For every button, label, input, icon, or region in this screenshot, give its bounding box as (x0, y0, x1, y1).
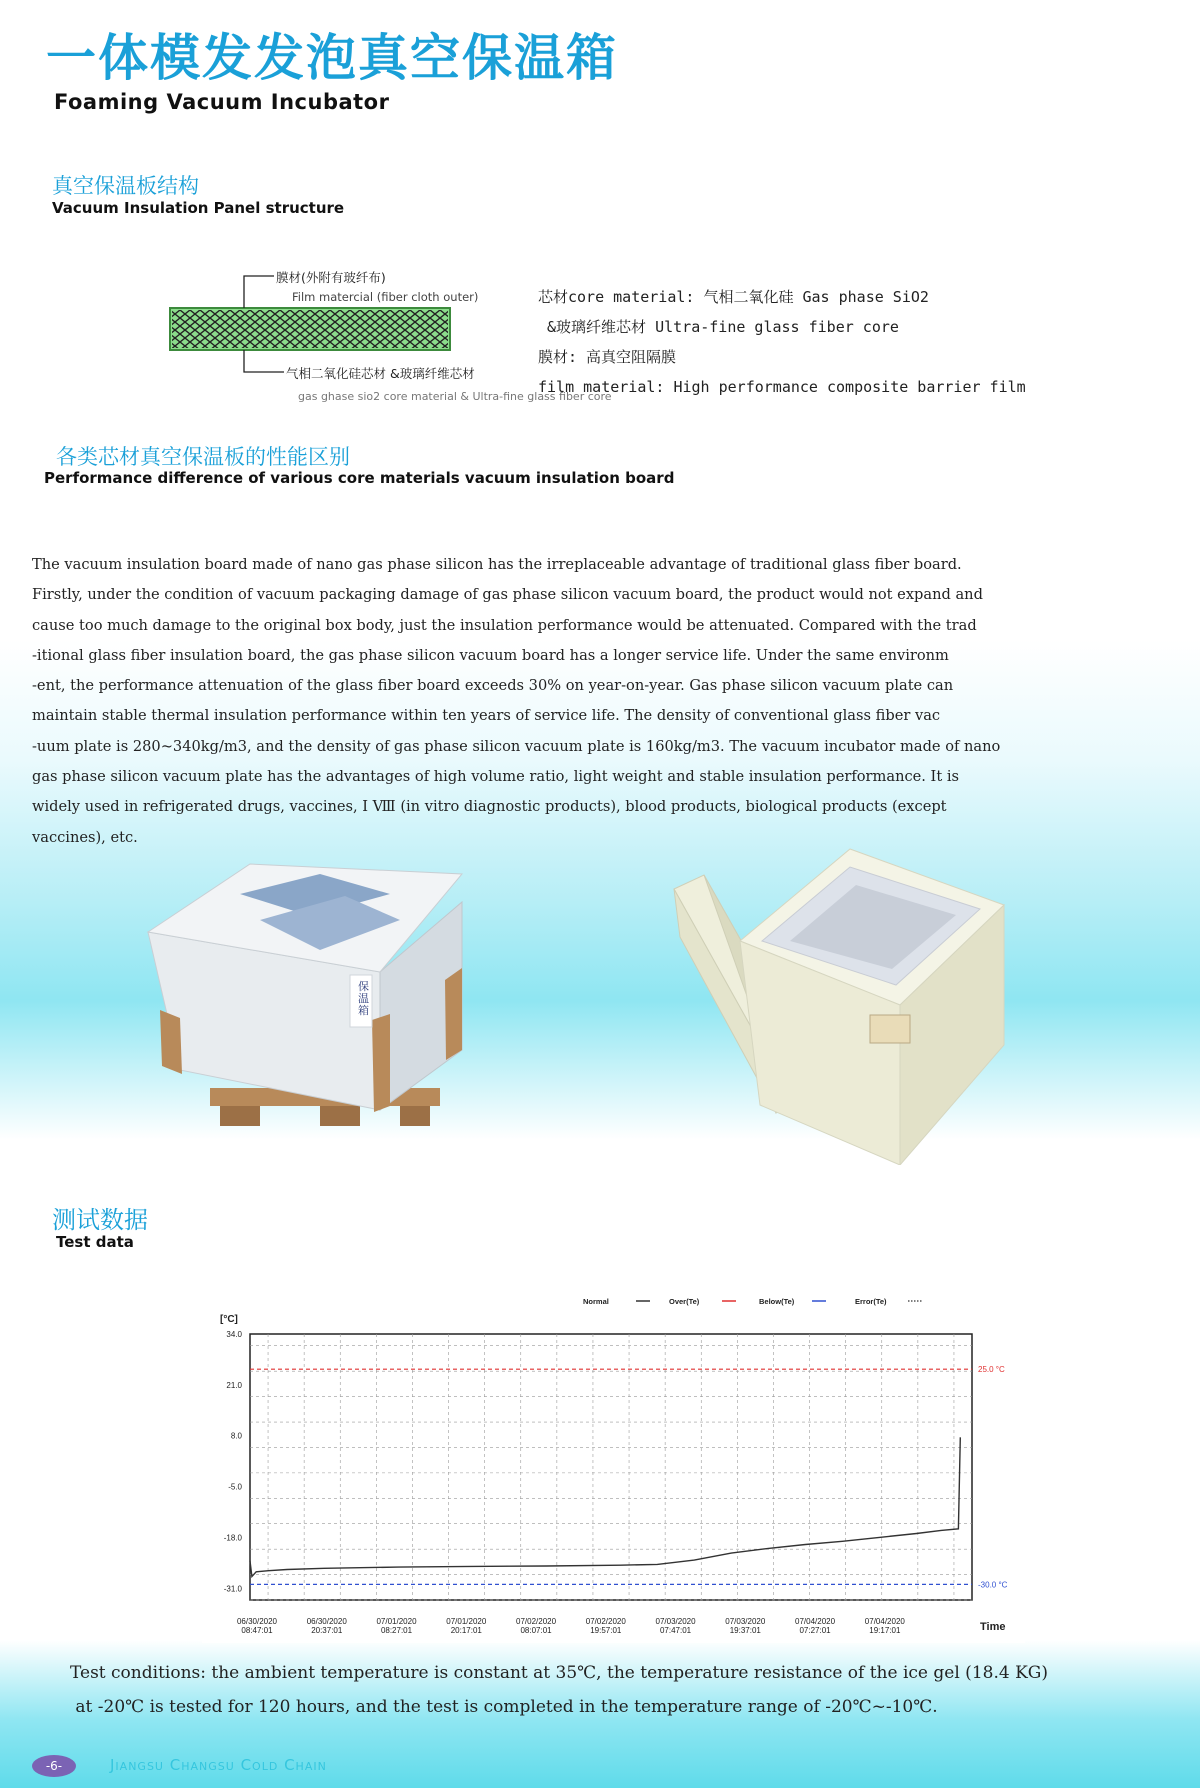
closed-box-photo (140, 860, 480, 1132)
threshold-label: -30.0 °C (978, 1580, 1008, 1590)
paragraph-line: The vacuum insulation board made of nano gas phase silicon has the irreplaceable advantage of traditional glass fiber board. (32, 556, 962, 573)
temperature-chart (202, 1200, 1025, 1643)
core-label-en: gas ghase sio2 core material & Ultra-fine glass fiber core (298, 390, 612, 403)
paragraph-line: vaccines), etc. (32, 828, 138, 846)
structure-desc-line: film material: High performance composite barrier film (538, 378, 1026, 396)
y-tick-label: 34.0 (226, 1330, 242, 1339)
x-tick-date: 06/30/2020 (306, 1617, 347, 1626)
y-tick-label: 21.0 (226, 1380, 242, 1390)
x-tick-time: 07:47:01 (659, 1626, 692, 1635)
box-label-text: 保温箱 (358, 980, 369, 1017)
paragraph-line: -itional glass fiber insulation board, the gas phase silicon vacuum board has a longer service life. Under the same environm (32, 646, 949, 664)
structure-heading-cn: 真空保温板结构 (52, 174, 199, 198)
paragraph-line: cause too much damage to the original box body, just the insulation performance would be attenuated. Compared with the trad (32, 616, 977, 634)
threshold-label: 25.0 °C (978, 1365, 1005, 1375)
legend-label: Normal (583, 1297, 609, 1306)
x-tick-date: 07/01/2020 (376, 1617, 417, 1626)
core-label-cn: 气相二氧化硅芯材 &玻璃纤维芯材 (286, 366, 475, 381)
paragraph-line: -ent, the performance attenuation of the glass fiber board exceeds 30% on year-on-year. Gas phase silicon vacuum plate can (32, 677, 954, 695)
legend-label: Error(Te) (855, 1297, 887, 1306)
x-tick-time: 20:37:01 (311, 1626, 343, 1635)
x-tick-time: 07:27:01 (799, 1626, 831, 1635)
x-tick-date: 07/03/2020 (655, 1617, 696, 1626)
paragraph-line: -uum plate is 280~340kg/m3, and the density of gas phase silicon vacuum plate is 160kg/m3. The vacuum incubator made of nano (32, 737, 1001, 755)
x-tick-time: 08:27:01 (380, 1626, 413, 1635)
x-tick-date: 07/02/2020 (516, 1617, 557, 1626)
x-axis-label: Time (980, 1621, 1006, 1633)
company-name: Jiangsu Changsu Cold Chain (110, 1756, 327, 1774)
y-tick-label: -18.0 (223, 1533, 242, 1543)
legend-label: Over(Te) (669, 1297, 700, 1306)
structure-heading-en: Vacuum Insulation Panel structure (52, 199, 345, 217)
x-tick-date: 07/02/2020 (585, 1617, 626, 1626)
y-tick-label: -31.0 (223, 1584, 242, 1594)
structure-desc-line: 芯材core material: 气相二氧化硅 Gas phase SiO2 (538, 288, 929, 306)
performance-paragraph (32, 550, 1122, 853)
structure-description (538, 282, 1026, 402)
x-tick-date: 07/03/2020 (725, 1617, 766, 1626)
performance-heading-en: Performance difference of various core materials vacuum insulation board (44, 469, 675, 487)
test-conditions (70, 1656, 1180, 1724)
page-number-badge: -6- (32, 1755, 76, 1777)
panel-core-mesh (172, 310, 448, 348)
x-tick-time: 08:47:01 (241, 1626, 273, 1635)
structure-desc-line: 膜材: 高真空阻隔膜 (538, 348, 677, 366)
x-tick-date: 06/30/2020 (236, 1617, 278, 1626)
paragraph-line: gas phase silicon vacuum plate has the advantages of high volume ratio, light weight and stable insulation performance. It is (32, 768, 959, 786)
test-heading-en: Test data (56, 1233, 134, 1251)
x-tick-time: 19:57:01 (590, 1626, 622, 1635)
film-label-en: Film matercial (fiber cloth outer) (292, 290, 479, 304)
x-tick-time: 19:17:01 (869, 1626, 901, 1635)
plot-frame (250, 1334, 972, 1600)
open-box-photo (660, 845, 1010, 1165)
test-heading-cn: 测试数据 (52, 1206, 148, 1234)
y-axis-label: [°C] (220, 1314, 238, 1325)
paragraph-line: Firstly, under the condition of vacuum packaging damage of gas phase silicon vacuum board, the product would not expand and (32, 586, 983, 604)
conditions-line: at -20℃ is tested for 120 hours, and the test is completed in the temperature range of -20℃~-10℃. (70, 1697, 938, 1717)
core-leader-line (244, 350, 284, 372)
page-subtitle: Foaming Vacuum Incubator (54, 90, 390, 114)
paragraph-line: maintain stable thermal insulation performance within ten years of service life. The density of conventional glass fiber vac (32, 707, 941, 725)
film-leader-line (244, 276, 274, 308)
performance-heading-cn: 各类芯材真空保温板的性能区别 (56, 445, 350, 469)
paragraph-line: widely used in refrigerated drugs, vaccines, I Ⅷ (in vitro diagnostic products), blood products, biological products (except (32, 798, 947, 816)
x-tick-date: 07/04/2020 (864, 1617, 905, 1626)
y-tick-label: -5.0 (228, 1482, 242, 1492)
conditions-line: Test conditions: the ambient temperature is constant at 35℃, the temperature resistance of the ice gel (18.4 KG) (70, 1663, 1048, 1683)
x-tick-time: 08:07:01 (520, 1626, 552, 1635)
film-label-cn: 膜材(外附有玻纤布) (276, 270, 386, 285)
x-tick-date: 07/04/2020 (795, 1617, 836, 1626)
temperature-chart-svg (202, 1200, 1025, 1643)
x-tick-time: 20:17:01 (450, 1626, 482, 1635)
y-tick-label: 8.0 (230, 1431, 242, 1441)
structure-desc-line: &玻璃纤维芯材 Ultra-fine glass fiber core (538, 318, 899, 336)
page-title: 一体模发发泡真空保温箱 (46, 29, 618, 87)
x-tick-time: 19:37:01 (729, 1626, 761, 1635)
x-tick-date: 07/01/2020 (446, 1617, 487, 1626)
legend-label: Below(Te) (759, 1297, 795, 1306)
